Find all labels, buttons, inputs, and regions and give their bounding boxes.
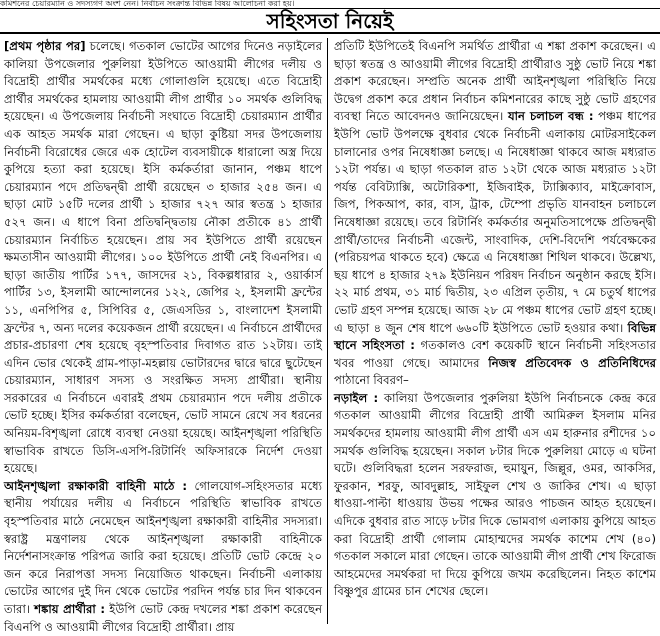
paragraph-text: পঞ্চম ধাপের ইউপি ভোট উপলক্ষে বুধবার থেকে নির্বাচনী এলাকায় মোটরসাইকেল চালানোর ওপর নিষেধাজ্ঞা চলছে। এ নিষেধাজ্ঞা থাকবে আজ মধ্যরাত ১২টা পর্যন্ত। এ ছাড়া গতকাল রাত ১২টা থেকে আজ মধ্যরাত ১২টা পর্যন্ত বেবিট্যাক্সি, অটোরিকশা, ইজিবাইক, ট্যাক্সিক্যাব, মাইক্রোবাস, জিপ, পিকআপ, কার, বাস, ট্রাক, টেম্পো প্রভৃতি যানবাহন চলাচলে নিষেধাজ্ঞা রয়েছে। তবে রিটার্নিং কর্মকর্তার অনুমতিসাপেক্ষে প্রতিদ্বন্দ্বী প্রার্থী/তাদের নির্বাচনী এজেন্ট, সাংবাদিক, দেশি-বিদেশি পর্যবেক্ষকের (পরিচয়পত্র থাকতে হবে) ক্ষেত্রে এ নিষেধাজ্ঞা শিথিল থাকবে। উল্লেখ্য, ছয় ধাপে ৪ হাজার ২৭৯ ইউনিয়ন পরিষদ নির্বাচন অনুষ্ঠান করছে ইসি। ২২ মার্চ প্রথম, ৩১ মার্চ দ্বিতীয়, ২৩ এপ্রিল তৃতীয়, ৭ মে চতুর্থ ধাপের ভোট গ্রহণ সম্পন্ন হয়েছে। আজ ২৮ মে পঞ্চম ধাপের ভোট গ্রহণ হচ্ছে। এ ছাড়া ৪ জুন শেষ ধাপে ৬৬০টি ইউপিতে ভোট হওয়ার কথা।: [334, 109, 657, 335]
paragraph-intro: [4, 38, 322, 478]
paragraph-text: ইউপি ভোট কেন্দ্র দখলের শঙ্কা প্রকাশ করেছেন বিএনপি ও আওয়ামী লীগের বিদ্রোহী প্রার্থীরা। প্রায়: [4, 602, 323, 634]
column-divider: [327, 38, 328, 624]
subhead-candidates-fear: শঙ্কায় প্রার্থীরা :: [34, 602, 106, 616]
paragraph-text: কালিয়া উপজেলার পুরুলিয়া ইউপি নির্বাচনকে কেন্দ্র করে গতকাল আওয়ামী লীগের বিদ্রোহী প্রার্থী আমিরুল ইসলাম মনির সমর্থকদের হামলায় আওয়ামী লীগ প্রার্থী এস এম হারুনার রশীদের ১০ সমর্থক গুলিবিদ্ধ হয়েছেন। সকাল ৮টার দিকে পুরুলিয়া মোড়ে এ ঘটনা ঘটে। গুলিবিদ্ধরা হলেন সরফরাজ, হুমায়ুন, জিল্লুর, ওমর, আকসির, ফুরকান, শরফু, আবদুল্লাহ, সাইফুল শেখ ও জাকির শেখ। এ ছাড়া ধাওয়া-পাল্টা ধাওয়ায় উভয় পক্ষের আরও পাচজন আহত হয়েছেন। এদিকে বুধবার রাত সাড়ে ৮টার দিকে ভোমবাগ এলাকায় কুপিয়ে আহত করা বিদ্রোহী প্রার্থী গোলাম মোহাম্মদের সমর্থক কাশেম শেখ (৪০) গতকাল সকালে মারা গেছেন। তাকে আওয়ামী লীগ প্রার্থী শেখ ফিরোজ আহমেদের সমর্থকরা দা দিয়ে কুপিয়ে জখম করেছিলেন। নিহত কাশেম বিষ্ণুপুর গ্রামের চান শেখের ছেলে।: [334, 390, 656, 599]
reporters-credit: নিজস্ব প্রতিবেদক ও প্রতিনিধিদের: [488, 355, 657, 370]
subhead-narail: নড়াইল :: [334, 390, 379, 405]
previous-article-fragment: কমিশনের চেয়ারম্যান ও সদস্যগণ অংশ নেন। নির্বাচন সংক্রান্ত বিভিন্ন বিষয় আলোচনা করা হয়।: [0, 0, 295, 8]
left-column: [4, 38, 323, 634]
paragraph-concerns: [334, 38, 656, 390]
subhead-law-enforcement: আইনশৃঙ্খলা রক্ষাকারী বাহিনী মাঠে :: [4, 478, 187, 493]
paragraph-narail: [334, 390, 656, 601]
subhead-violence-places: বিভিন্ন স্থানে সহিংসতা :: [334, 320, 656, 353]
right-column: [334, 38, 656, 624]
paragraph-text: প্রতিটি ইউপিতেই বিএনপি সমর্থিত প্রার্থীরা এ শঙ্কা প্রকাশ করেছেন। এ ছাড়া স্বতন্ত্র ও আওয়ামী লীগের বিদ্রোহী প্রার্থীরাও সুষ্ঠু ভোট নিয়ে শঙ্কা প্রকাশ করেছেন। সম্প্রতি অনেক প্রার্থী আইনশৃঙ্খলা পরিস্থিতি নিয়ে উদ্বেগ প্রকাশ করে প্রধান নির্বাচন কমিশনারের কাছে সুষ্ঠু ভোট গ্রহণের ব্যবস্থা নিতে আবেদনও জানিয়েছেন।: [334, 39, 656, 124]
article-headline: সহিংসতা নিয়েই: [266, 9, 394, 33]
paragraph-text: চলেছে। গতকাল ভোটের আগের দিনেও নড়াইলের কালিয়া উপজেলার পুরুলিয়া ইউপিতে আওয়ামী লীগের দলীয় ও বিদ্রোহী প্রার্থীর সমর্থকের মধ্যে গোলাগুলি হয়েছে। এতে বিদ্রোহী প্রার্থীর সমর্থকের হামলায় আওয়ামী লীগ প্রার্থীর ১০ সমর্থক গুলিবিদ্ধ হয়েছেন। এ উপজেলায় নির্বাচনী সংঘাতে বিদ্রোহী চেয়ারম্যান প্রার্থীর এক আহত সমর্থক মারা গেছেন। এ ছাড়া কুষ্টিয়া সদর উপজেলায় নির্বাচনী বিরোধের জেরে এক হোটেল ব্যবসায়ীকে ধারালো অস্ত্র দিয়ে কুপিয়ে হত্যা করা হয়েছে। ইসি কর্মকর্তারা জানান, পঞ্চম ধাপে চেয়ারম্যান পদে প্রতিদ্বন্দ্বী প্রার্থী রয়েছেন ৩ হাজার ২৫৪ জন। এ ছাড়া মোট ১৫টি দলের প্রার্থী ১ হাজার ৭২৭ আর স্বতন্ত্র ১ হাজার ৫২৭ জন। এ ধাপে বিনা প্রতিদ্বন্দ্বিতায় নৌকা প্রতীকে ৪১ প্রার্থী চেয়ারম্যান নির্বাচিত হয়েছেন। প্রায় সব ইউপিতে প্রার্থী রয়েছেন ক্ষমতাসীন আওয়ামী লীগের। ১০০ ইউপিতে প্রার্থী নেই বিএনপির। এ ছাড়া জাতীয় পার্টির ১৭৭, জাসদের ২১, বিকল্পধারার ২, ওয়ার্কার্স পার্টির ১৩, ইসলামী আন্দোলনের ১২২, জেপির ২, ইসলামী ফ্রন্টের ১১, এনপিপির ৫, সিপিবির ৫, জেএসডির ১, বাংলাদেশ ইসলামী ফ্রন্টের ৭, অন্য দলের কয়েকজন প্রার্থী রয়েছেন। এ নির্বাচনে প্রার্থীদের প্রচার-প্রচারণা শেষ হয়েছে বৃহস্পতিবার দিবাগত রাত ১২টায়। তাই এদিন ভোর থেকেই গ্রাম-পাড়া-মহল্লায় ভোটারদের দ্বারে দ্বারে ছুটেছেন চেয়ারম্যান, সাধারণ সদস্য ও সংরক্ষিত সদস্য প্রার্থীরা। স্থানীয় সরকারের এ নির্বাচনে এবারই প্রথম চেয়ারম্যান পদে দলীয় প্রতীকে ভোট হচ্ছে। ইসির কর্মকর্তারা বলেছেন, ভোট সামনে রেখে সব ধরনের অনিয়ম-বিশৃঙ্খলা রোধে ব্যবস্থা নেওয়া হয়েছে। আইনশৃঙ্খলা পরিস্থিতি স্বাভাবিক রাখতে ডিসি-এসপি-রিটার্নিং অফিসারকে নির্দেশ দেওয়া হয়েছে।: [4, 39, 322, 476]
continued-from-front-page: [প্রথম পৃষ্ঠার পর]: [4, 39, 86, 53]
paragraph-text: গোলযোগ-সহিংসতার মধ্যে স্থানীয় পর্যায়ের দলীয় এ নির্বাচনে পরিস্থিতি স্বাভাবিক রাখতে বৃহস্পতিবার মাঠে নেমেছেন আইনশৃঙ্খলা রক্ষাকারী বাহিনীর সদস্যরা। স্বরাষ্ট্র মন্ত্রণালয় থেকে আইনশৃঙ্খলা রক্ষাকারী বাহিনীকে নির্দেশনাসংক্রান্ত পরিপত্র জারি করা হয়েছে। প্রতিটি ভোট কেন্দ্রে ২০ জন করে নিরাপত্তা সদস্য নিয়োজিত থাকছেন। নির্বাচনী এলাকায় ভোটের আগের দুই দিন থেকে ভোটের পরদিন পর্যন্ত চার দিন থাকবেন তারা।: [4, 478, 322, 616]
paragraph-law-enforcement: [4, 478, 322, 636]
headline-bar: [0, 8, 660, 34]
subhead-traffic-ban: যান চলাচল বন্ধ :: [508, 109, 594, 124]
paragraph-text: পাঠানো বিবরণ–: [334, 373, 409, 388]
paragraph-text: গতকালও বেশ কয়েকটি স্থানে নির্বাচনী সহিংসতার খবর পাওয়া গেছে। আমাদের: [334, 338, 656, 370]
